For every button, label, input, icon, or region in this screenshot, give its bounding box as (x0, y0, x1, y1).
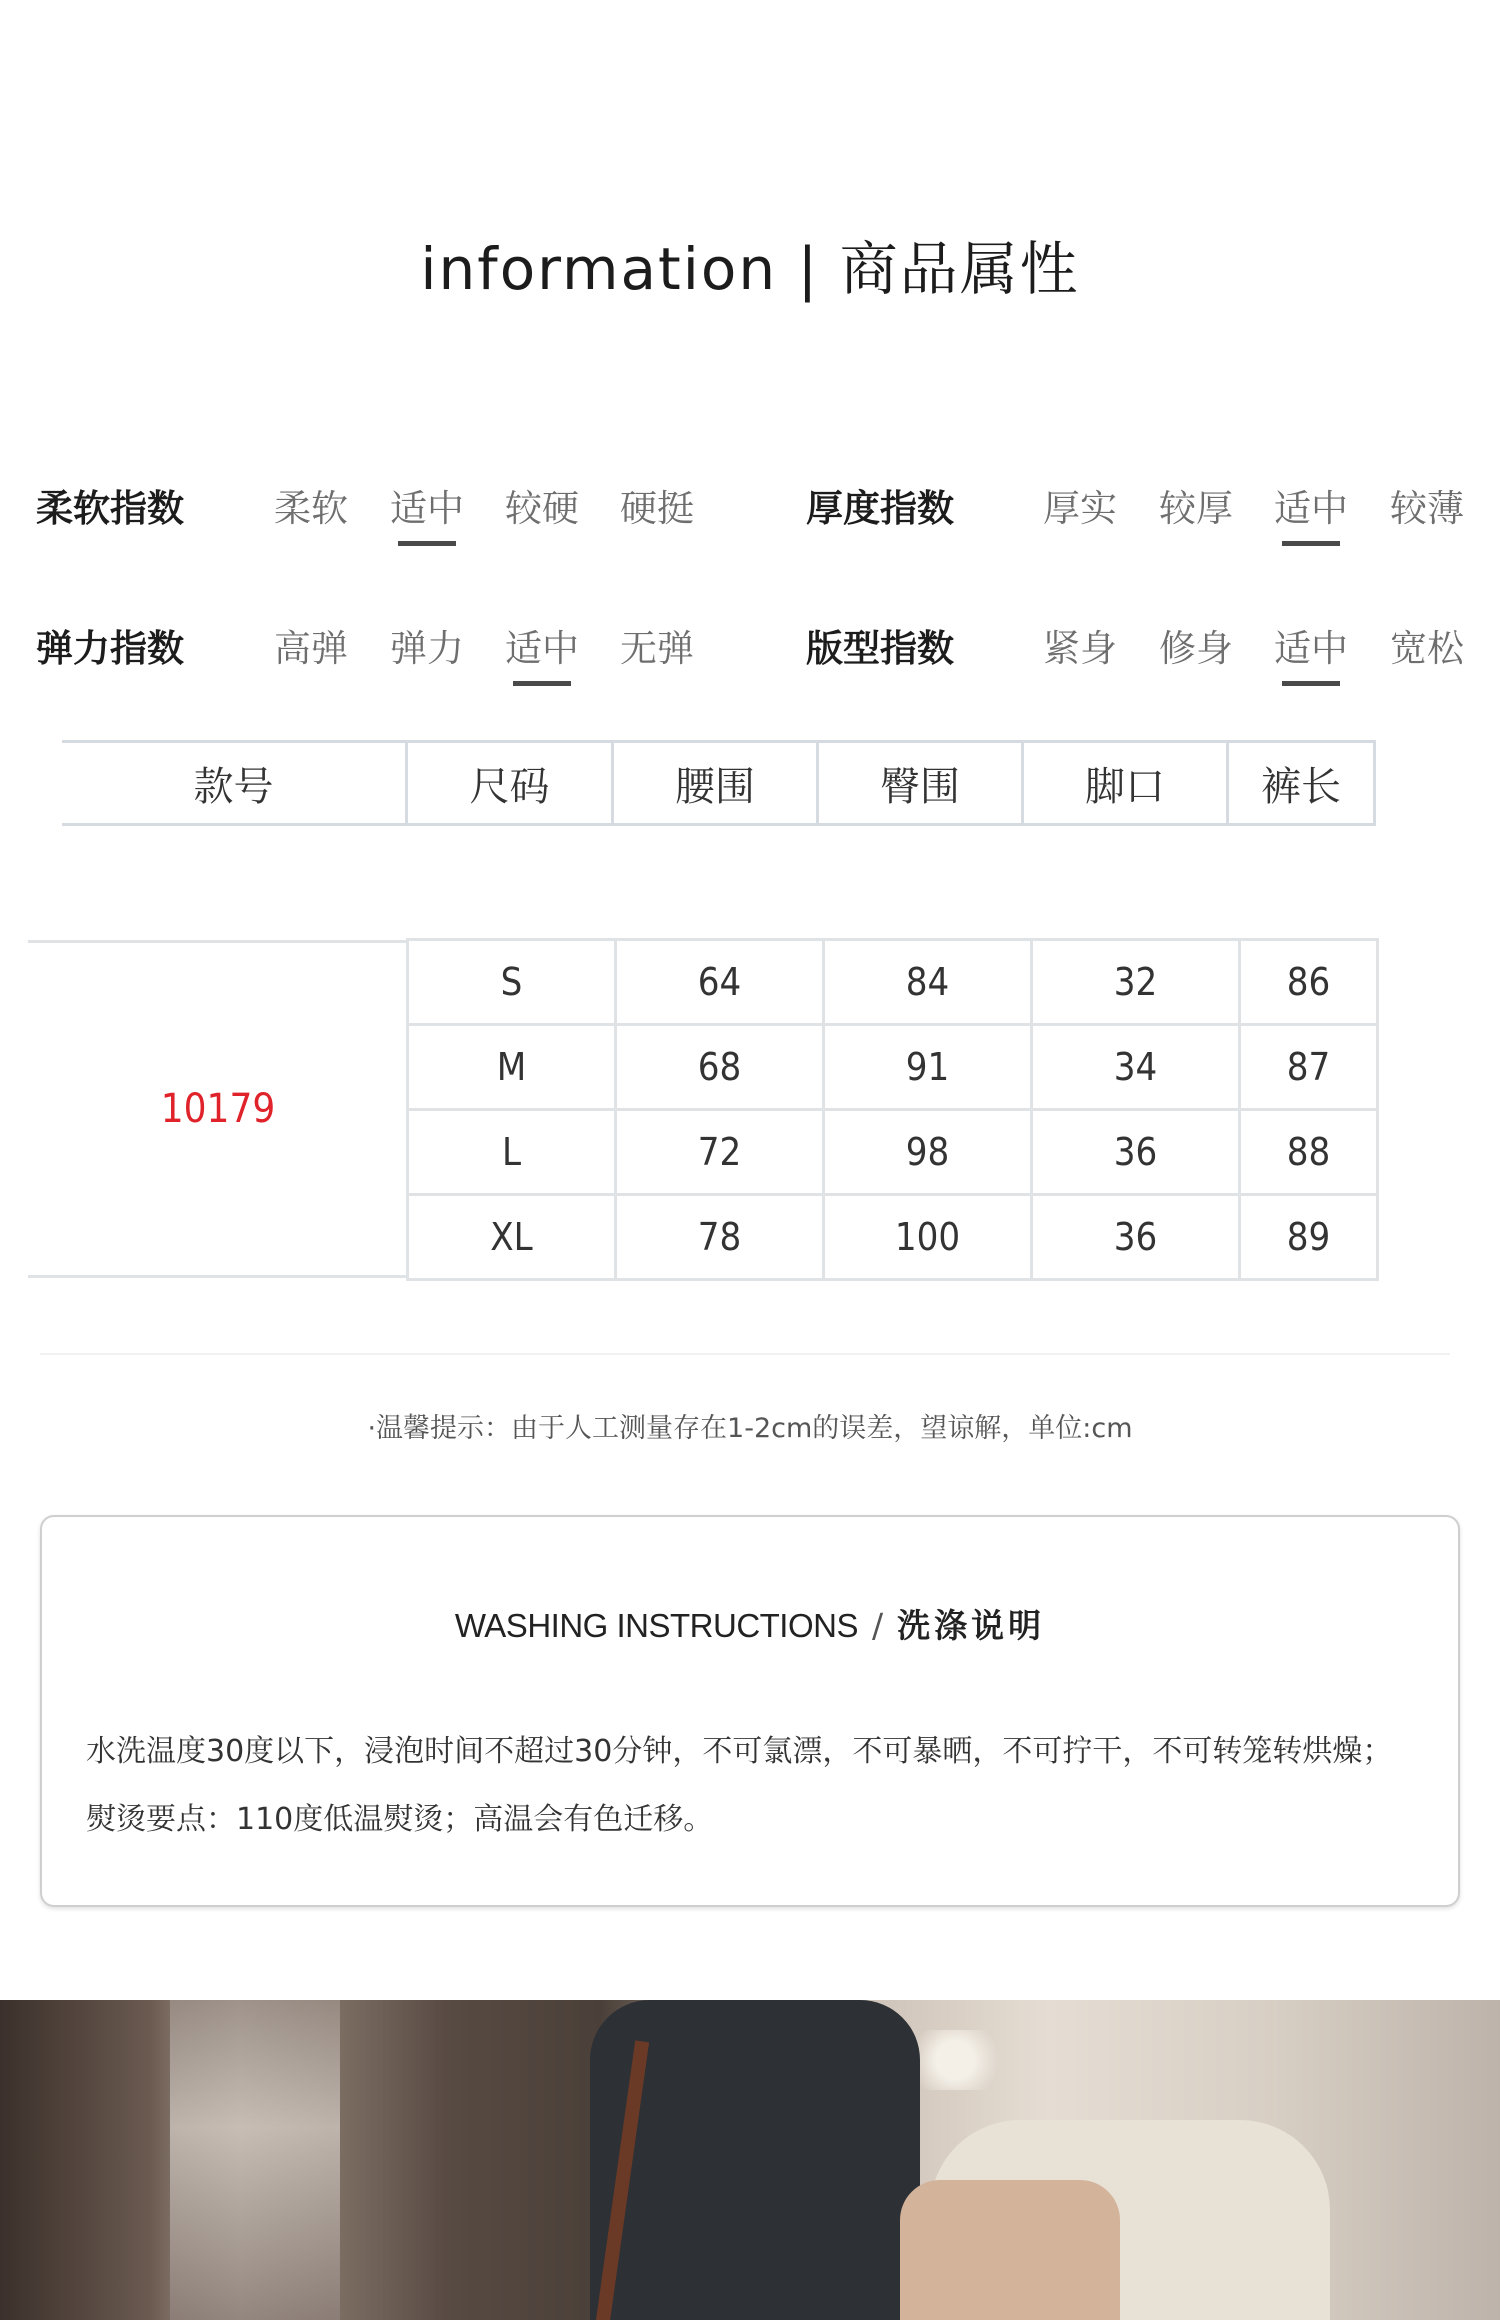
page-title: information | 商品属性 (420, 235, 1080, 303)
divider (40, 1353, 1450, 1355)
photo-coat (900, 2180, 1120, 2320)
size-cell: XL (408, 1195, 616, 1280)
size-table-header (62, 740, 1376, 826)
table-row (408, 940, 1378, 1025)
header-length: 裤长 (1226, 743, 1376, 823)
header-size: 尺码 (405, 743, 611, 823)
size-cell: S (408, 940, 616, 1025)
washing-text-line1: 水洗温度30度以下，浸泡时间不超过30分钟，不可氯漂，不可暴晒，不可拧干，不可转笼转烘燥； (86, 1734, 1393, 1769)
table-row (408, 1195, 1378, 1280)
fit-option: 紧身 (1043, 627, 1117, 670)
hem-cell: 32 (1032, 940, 1240, 1025)
table-row (408, 1110, 1378, 1195)
thickness-option: 较厚 (1159, 487, 1233, 530)
waist-cell: 68 (616, 1025, 824, 1110)
photo-window (170, 2000, 340, 2320)
softness-option: 较硬 (505, 487, 579, 530)
style-number: 10179 (28, 940, 408, 1278)
waist-cell: 78 (616, 1195, 824, 1280)
thickness-label: 厚度指数 (806, 487, 954, 530)
length-cell: 89 (1240, 1195, 1378, 1280)
header-waist: 腰围 (611, 743, 816, 823)
thickness-option: 较薄 (1390, 487, 1464, 530)
table-row (408, 1025, 1378, 1110)
softness-option-selected: 适中 (390, 478, 464, 532)
washing-title-cn: 洗涤说明 (897, 1606, 1046, 1645)
thickness-option: 厚实 (1043, 487, 1117, 530)
measurement-tip: ·温馨提示：由于人工测量存在1-2cm的误差，望谅解，单位:cm (367, 1413, 1133, 1444)
header-style-no: 款号 (193, 763, 274, 810)
fit-label: 版型指数 (806, 627, 954, 670)
washing-text-line2: 熨烫要点：110度低温熨烫；高温会有色迁移。 (86, 1802, 714, 1837)
hip-cell: 100 (824, 1195, 1032, 1280)
elasticity-option: 高弹 (274, 627, 348, 670)
softness-option: 硬挺 (620, 487, 694, 530)
washing-instructions-box (40, 1515, 1460, 1907)
waist-cell: 64 (616, 940, 824, 1025)
washing-title (0, 1600, 1500, 1647)
elasticity-option: 无弹 (620, 627, 694, 670)
softness-label: 柔软指数 (36, 487, 184, 530)
fit-option: 修身 (1159, 627, 1233, 670)
elasticity-label: 弹力指数 (36, 627, 184, 670)
header-hip: 臀围 (816, 743, 1021, 823)
washing-title-en: WASHING INSTRUCTIONS (454, 1607, 858, 1644)
hip-cell: 91 (824, 1025, 1032, 1110)
size-table (406, 938, 1379, 1281)
hem-cell: 36 (1032, 1110, 1240, 1195)
hip-cell: 98 (824, 1110, 1032, 1195)
length-cell: 88 (1240, 1110, 1378, 1195)
hem-cell: 34 (1032, 1025, 1240, 1110)
size-cell: L (408, 1110, 616, 1195)
fit-option-selected: 适中 (1274, 618, 1348, 672)
waist-cell: 72 (616, 1110, 824, 1195)
product-photo (0, 2000, 1500, 2320)
softness-option: 柔软 (274, 487, 348, 530)
length-cell: 87 (1240, 1025, 1378, 1110)
washing-title-separator: / (872, 1606, 884, 1645)
hip-cell: 84 (824, 940, 1032, 1025)
elasticity-option-selected: 适中 (505, 618, 579, 672)
elasticity-option: 弹力 (390, 627, 464, 670)
length-cell: 86 (1240, 940, 1378, 1025)
hem-cell: 36 (1032, 1195, 1240, 1280)
thickness-option-selected: 适中 (1274, 478, 1348, 532)
fit-option: 宽松 (1390, 627, 1464, 670)
header-hem: 脚口 (1021, 743, 1226, 823)
size-cell: M (408, 1025, 616, 1110)
